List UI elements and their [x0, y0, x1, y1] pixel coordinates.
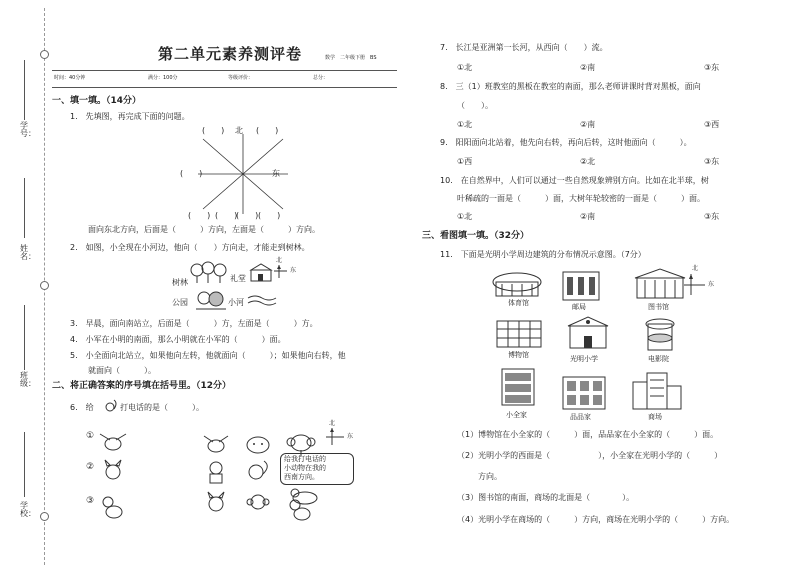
q11-sub-1: （1）博物馆在小全家的（ ）面，品品家在小全家的（ ）面。 [457, 430, 719, 439]
q9-option-1[interactable]: ①西 [457, 157, 473, 166]
q10-text-line1: 10. 在自然界中，人们可以通过一些自然现象辨别方向。比如在北半球，树 [440, 176, 709, 185]
map-label-forest: 树林 [172, 278, 188, 287]
q11-sub-4: （4）光明小学在商场的（ ）方向，商场在光明小学的（ ）方向。 [457, 515, 735, 524]
time-info: 时间：40分钟 [54, 75, 86, 81]
q10-option-2[interactable]: ②南 [580, 212, 596, 221]
punch-hole [40, 281, 49, 290]
blank-south-1[interactable]: ( ) [215, 211, 238, 220]
subject-meta: 数学 二年级下册 BS [325, 55, 377, 61]
section2-heading: 二、将正确答案的序号填在括号里。（12分） [52, 381, 232, 391]
label-post-office: 邮局 [572, 303, 586, 311]
grid-fox-icon [202, 492, 230, 516]
q10-option-1[interactable]: ①北 [457, 212, 473, 221]
speech-bubble [280, 453, 354, 485]
fox-animal-icon [98, 460, 128, 484]
grid-bird-icon [202, 432, 230, 456]
map-north-label: 北 [276, 257, 283, 264]
map-east-label: 东 [290, 267, 297, 274]
header-rule [52, 87, 397, 88]
q1-text: 1. 先填图，再完成下面的问题。 [70, 112, 190, 121]
q2-text: 2. 如图，小全现在小河边，他向（ ）方向走，才能走到树林。 [70, 243, 310, 252]
q11-sub-3: （3）图书馆的南面，商场的北面是（ ）。 [457, 493, 635, 502]
label-museum: 博物馆 [508, 351, 529, 359]
label-mall: 商场 [648, 413, 662, 421]
q9-option-3[interactable]: ③东 [704, 157, 720, 166]
blank-northwest[interactable]: ( ) [202, 126, 225, 135]
map-label-hall: 礼堂 [230, 274, 246, 283]
q8-text-line1: 8. 三（1）班教室的黑板在教室的南面，那么老师讲课时背对黑板，面向 [440, 82, 701, 91]
q9-text: 9. 阳阳面向北站着，他先向右转，再向后转，这时他面向（ ）。 [440, 138, 692, 147]
q8-option-3[interactable]: ③西 [704, 120, 720, 129]
bubble-line-3: 西南方向。 [284, 473, 319, 481]
park-icon [196, 290, 226, 310]
punch-hole [40, 50, 49, 59]
map-label-river: 小河 [228, 298, 244, 307]
river-icon [248, 294, 276, 308]
student-id-label: 学号： [20, 121, 36, 138]
q11-sub-2: （2）光明小学的西面是（ ），小全家在光明小学的（ ） [457, 451, 723, 460]
q7-option-1[interactable]: ①北 [457, 63, 473, 72]
q10-option-3[interactable]: ③东 [704, 212, 720, 221]
bubble-line-2: 小动物在我的 [284, 464, 326, 472]
mouse-animal-icon [98, 494, 128, 520]
q11-north-label: 北 [692, 265, 699, 272]
cinema-icon [642, 318, 678, 352]
grid-mouse-icon [286, 498, 314, 522]
post-office-icon [562, 271, 600, 301]
xiaoquan-home-icon [501, 368, 535, 406]
bird-animal-icon [98, 430, 128, 454]
bubble-line-1: 给我打电话的 [284, 455, 326, 463]
q6-compass-icon [326, 428, 346, 446]
blank-southeast[interactable]: ( ) [258, 211, 281, 220]
q8-option-2[interactable]: ②南 [580, 120, 596, 129]
q6-text-after: 打电话的是（ ）。 [120, 403, 204, 412]
blank-west[interactable]: ( ) [180, 169, 203, 178]
section3-heading: 三、看图填一填。（32分） [422, 231, 530, 241]
q1-question-line: 面向东北方向，后面是（ ）方向，左面是（ ）方向。 [88, 225, 320, 234]
q11-text: 11. 下面是光明小学周边建筑的分布情况示意图。（7分） [440, 250, 646, 259]
label-library: 图书馆 [648, 303, 669, 311]
library-icon [633, 268, 687, 300]
fill-line [24, 178, 25, 238]
fill-line [24, 432, 25, 497]
score-info: 满分：100分 [148, 75, 178, 81]
fill-line [24, 305, 25, 370]
q6-option-2[interactable]: ② [86, 462, 95, 472]
map-label-park: 公园 [172, 298, 188, 307]
q3-text: 3. 早晨，面向南站立，后面是（ ）方，左面是（ ）方。 [70, 319, 318, 328]
q8-option-1[interactable]: ①北 [457, 120, 473, 129]
q6-option-1[interactable]: ① [86, 431, 95, 441]
q7-option-2[interactable]: ②南 [580, 63, 596, 72]
section1-heading: 一、填一填。（14分） [52, 96, 142, 106]
page-title: 第二单元素养测评卷 [158, 45, 303, 63]
label-xiaoquan-home: 小全家 [506, 411, 527, 419]
q4-text: 4. 小军在小明的南面，那么小明就在小军的（ ）面。 [70, 335, 286, 344]
q10-text-line2: 叶稀疏的一面是（ ）面，大树年轮较密的一面是（ ）面。 [457, 194, 705, 203]
compass-north-label: 北 [235, 126, 243, 135]
mall-icon [632, 372, 682, 410]
q11-compass-icon [684, 274, 706, 296]
school-label: 学校： [20, 501, 36, 518]
total-info: 总分： [313, 75, 329, 81]
blank-northeast[interactable]: ( ) [256, 126, 279, 135]
label-cinema: 电影院 [648, 355, 669, 363]
grid-boy-icon [202, 460, 230, 484]
header-rule [52, 70, 397, 71]
squirrel-icon [104, 399, 118, 413]
name-label: 姓名： [20, 244, 36, 261]
grid-pig-icon [244, 432, 272, 456]
label-school: 光明小学 [570, 355, 598, 363]
compass-star-lines [188, 134, 298, 214]
gym-icon [492, 270, 542, 298]
q5-text-line1: 5. 小全面向北站立，如果他向左转，他就面向（ ）；如果他向右转，他 [70, 351, 346, 360]
grid-monkey-icon [244, 492, 272, 516]
punch-hole [40, 512, 49, 521]
q6-east-label: 东 [347, 433, 354, 440]
q11-east-label: 东 [708, 281, 715, 288]
q8-text-line2: （ ）。 [457, 101, 493, 110]
class-label: 班级： [20, 371, 36, 388]
museum-icon [496, 320, 542, 348]
grade-info: 等级评价： [228, 75, 254, 81]
map-compass-icon [274, 265, 288, 279]
forest-icon [190, 262, 228, 284]
label-gym: 体育馆 [508, 299, 529, 307]
q11-sub-2-cont: 方向。 [478, 472, 502, 481]
blank-south-2[interactable]: ( ) [236, 211, 259, 220]
q6-option-3[interactable]: ③ [86, 496, 95, 506]
grid-squirrel-icon [244, 460, 272, 484]
label-pinpin-home: 品品家 [570, 413, 591, 421]
compass-east-label: 东 [272, 169, 280, 178]
hall-icon [250, 264, 272, 282]
fill-line [24, 60, 25, 120]
q6-text-before: 6. 给 [70, 403, 94, 412]
pinpin-home-icon [562, 376, 606, 410]
q5-text-line2: 就面向（ ）。 [88, 366, 156, 375]
q7-option-3[interactable]: ③东 [704, 63, 720, 72]
q6-north-label: 北 [329, 420, 336, 427]
blank-southwest[interactable]: ( ) [188, 211, 211, 220]
q9-option-2[interactable]: ②北 [580, 157, 596, 166]
school-icon [566, 316, 610, 350]
q7-text: 7. 长江是亚洲第一长河，从西向（ ）流。 [440, 43, 608, 52]
